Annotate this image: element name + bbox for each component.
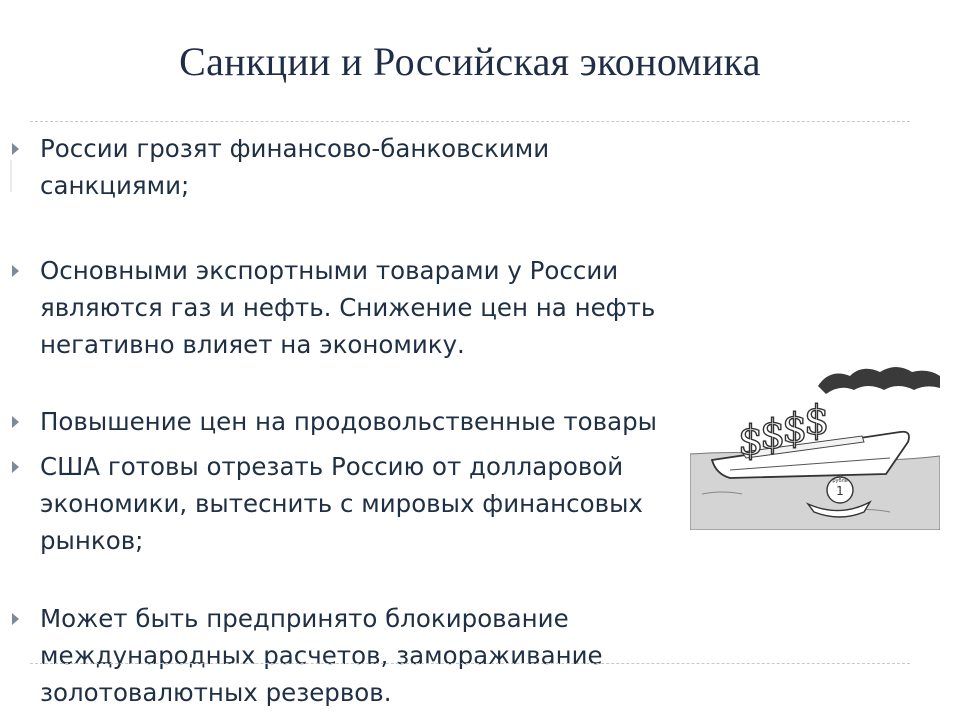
bullet-text-line: негативно влияет на экономику. (40, 330, 465, 359)
bullet-text-line: международных расчетов, замораживание (40, 641, 603, 670)
bullet-text-line: США готовы отрезать Россию от долларовой (40, 452, 624, 481)
bullet-text-line: Повышение цен на продовольственные товары (40, 407, 657, 436)
funnel-dollar: $ (804, 398, 830, 444)
left-accent (10, 160, 12, 192)
bullet-arrow-icon (12, 265, 19, 277)
funnel-dollar: $ (760, 412, 786, 458)
bullet-arrow-icon (12, 143, 19, 155)
bullet-text-line: Основными экспортными товарами у России (40, 256, 619, 285)
bullet-item (40, 403, 700, 440)
bullet-text-line: санкциями; (40, 171, 190, 200)
bullet-text-line: рынков; (40, 526, 144, 555)
funnel-icon (804, 398, 829, 444)
ruble-coin-text: 1 (836, 484, 844, 498)
bullet-item (40, 252, 700, 363)
bullet-text-line: России грозят финансово-банковскими (40, 134, 550, 163)
bullet-text-line: являются газ и нефть. Снижение цен на нефть (40, 293, 656, 322)
bullet-arrow-icon (12, 416, 19, 428)
bullet-text-line: Может быть предпринято блокирование (40, 604, 569, 633)
bullet-text-line: экономики, вытеснить с мировых финансовых (40, 489, 643, 518)
funnel-dollar: $ (738, 418, 764, 464)
funnel-dollar: $ (782, 406, 808, 452)
ruble-coin-label: рубль (832, 478, 848, 484)
slide-title: Санкции и Российская экономика (179, 39, 761, 84)
bullet-text-line: золотовалютных резервов. (40, 678, 392, 707)
bottom-divider (30, 663, 910, 664)
smoke-shape (818, 367, 940, 394)
bullet-item (40, 448, 700, 559)
bullet-item (40, 130, 700, 204)
top-divider (30, 121, 910, 122)
bullet-arrow-icon (12, 613, 19, 625)
bullet-arrow-icon (12, 461, 19, 473)
dollar-ship-illustration (690, 362, 940, 530)
bullet-item (40, 600, 700, 711)
